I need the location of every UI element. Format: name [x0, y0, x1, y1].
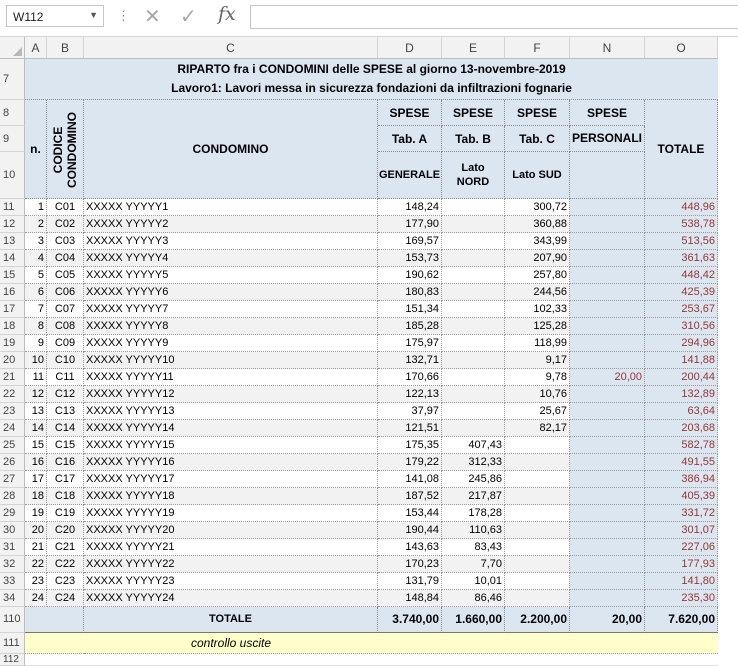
cell-spese-a[interactable]: 132,71 — [378, 352, 442, 369]
cell-spese-c[interactable] — [505, 522, 570, 539]
cell-spese-b[interactable] — [442, 420, 505, 437]
row-header[interactable]: 29 — [0, 505, 25, 522]
cell-personali[interactable] — [570, 318, 645, 335]
row-header[interactable]: 31 — [0, 539, 25, 556]
cell-n[interactable]: 14 — [25, 420, 47, 437]
row-header[interactable]: 27 — [0, 471, 25, 488]
cell-totale[interactable]: 141,88 — [645, 352, 718, 369]
cell-condomino[interactable]: XXXXX YYYYY15 — [84, 437, 378, 454]
cell-totale[interactable]: 513,56 — [645, 233, 718, 250]
cell-spese-a[interactable]: 151,34 — [378, 301, 442, 318]
cell-condomino[interactable]: XXXXX YYYYY1 — [84, 199, 378, 216]
header-n: n. — [25, 100, 47, 199]
cell-codice[interactable]: C24 — [47, 590, 84, 607]
cell-totale[interactable]: 294,96 — [645, 335, 718, 352]
cell-codice[interactable]: C21 — [47, 539, 84, 556]
cell-spese-b[interactable]: 83,43 — [442, 539, 505, 556]
cell-personali[interactable] — [570, 522, 645, 539]
row-header[interactable]: 32 — [0, 556, 25, 573]
cell-condomino[interactable]: XXXXX YYYYY9 — [84, 335, 378, 352]
header-tab-c: Tab. C — [505, 126, 570, 152]
cell-spese-b[interactable] — [442, 335, 505, 352]
cell-n[interactable]: 6 — [25, 284, 47, 301]
cell-n[interactable]: 4 — [25, 250, 47, 267]
cell-totale[interactable]: 301,07 — [645, 522, 718, 539]
cell-condomino[interactable]: XXXXX YYYYY10 — [84, 352, 378, 369]
cell-spese-c[interactable]: 82,17 — [505, 420, 570, 437]
cell-spese-a[interactable]: 153,73 — [378, 250, 442, 267]
cell-n[interactable]: 13 — [25, 403, 47, 420]
cell-spese-c[interactable] — [505, 488, 570, 505]
cell-spese-c[interactable]: 9,17 — [505, 352, 570, 369]
header-lato: Lato — [461, 162, 485, 174]
cell-spese-b[interactable]: 86,46 — [442, 590, 505, 607]
cell-totale[interactable]: 425,39 — [645, 284, 718, 301]
cell-codice[interactable]: C13 — [47, 403, 84, 420]
cell-spese-c[interactable]: 244,56 — [505, 284, 570, 301]
cell-condomino[interactable]: XXXXX YYYYY19 — [84, 505, 378, 522]
cell-spese-a[interactable]: 170,23 — [378, 556, 442, 573]
cell-spese-c[interactable]: 343,99 — [505, 233, 570, 250]
cell-spese-b[interactable]: 7,70 — [442, 556, 505, 573]
cell-spese-c[interactable] — [505, 556, 570, 573]
cell-n[interactable]: 21 — [25, 539, 47, 556]
header-spese-E: SPESE — [442, 100, 505, 126]
cell-spese-a[interactable]: 141,08 — [378, 471, 442, 488]
cell-spese-a[interactable]: 177,90 — [378, 216, 442, 233]
cell-personali[interactable] — [570, 420, 645, 437]
cell-spese-c[interactable] — [505, 590, 570, 607]
formula-input[interactable] — [250, 5, 738, 29]
cell-condomino[interactable]: XXXXX YYYYY11 — [84, 369, 378, 386]
cell-n[interactable]: 24 — [25, 590, 47, 607]
cell-condomino[interactable]: XXXXX YYYYY13 — [84, 403, 378, 420]
totals-label[interactable]: TOTALE — [84, 607, 378, 633]
column-header-E[interactable]: E — [442, 37, 505, 59]
report-title: RIPARTO fra i CONDOMINI delle SPESE al giorno 13-novembre-2019 — [177, 62, 566, 76]
cell-totale[interactable]: 448,42 — [645, 267, 718, 284]
header-generale: GENERALE — [378, 152, 442, 199]
cell-codice[interactable]: C12 — [47, 386, 84, 403]
cell-totale[interactable]: 405,39 — [645, 488, 718, 505]
cell-spese-a[interactable]: 179,22 — [378, 454, 442, 471]
report-subtitle: Lavoro1: Lavori messa in sicurezza fondazioni da infiltrazioni fognarie — [171, 81, 572, 95]
cell-spese-a[interactable]: 121,51 — [378, 420, 442, 437]
cell-spese-a[interactable]: 170,66 — [378, 369, 442, 386]
cell-personali[interactable] — [570, 556, 645, 573]
cell-spese-c[interactable]: 257,80 — [505, 267, 570, 284]
totals-totale[interactable]: 7.620,00 — [645, 607, 718, 633]
cell-personali[interactable]: 20,00 — [570, 369, 645, 386]
cell-codice[interactable]: C04 — [47, 250, 84, 267]
cell-totale[interactable]: 63,64 — [645, 403, 718, 420]
row-header[interactable]: 9 — [0, 126, 25, 152]
cell-totale[interactable]: 582,78 — [645, 437, 718, 454]
cell-spese-b[interactable] — [442, 250, 505, 267]
cell-personali[interactable] — [570, 437, 645, 454]
cell-spese-a[interactable]: 148,24 — [378, 199, 442, 216]
cell-spese-b[interactable] — [442, 199, 505, 216]
cell-personali[interactable] — [570, 267, 645, 284]
cell-spese-c[interactable]: 25,67 — [505, 403, 570, 420]
row-header[interactable]: 11 — [0, 199, 25, 216]
cell-condomino[interactable]: XXXXX YYYYY16 — [84, 454, 378, 471]
row-header[interactable]: 24 — [0, 420, 25, 437]
cell-condomino[interactable]: XXXXX YYYYY24 — [84, 590, 378, 607]
row-header[interactable]: 28 — [0, 488, 25, 505]
cell-totale[interactable]: 235,30 — [645, 590, 718, 607]
cell-totale[interactable]: 200,44 — [645, 369, 718, 386]
row-header[interactable]: 13 — [0, 233, 25, 250]
cell-codice[interactable]: C20 — [47, 522, 84, 539]
cell-totale[interactable]: 203,68 — [645, 420, 718, 437]
row-header[interactable]: 19 — [0, 335, 25, 352]
cell-n[interactable]: 15 — [25, 437, 47, 454]
empty-row[interactable] — [25, 654, 718, 666]
cell-totale[interactable]: 227,06 — [645, 539, 718, 556]
cell-n[interactable]: 18 — [25, 488, 47, 505]
cell-n[interactable]: 2 — [25, 216, 47, 233]
cell-spese-a[interactable]: 153,44 — [378, 505, 442, 522]
cell-totale[interactable]: 331,72 — [645, 505, 718, 522]
cell-spese-b[interactable] — [442, 318, 505, 335]
cell-codice[interactable]: C18 — [47, 488, 84, 505]
cell-totale[interactable]: 448,96 — [645, 199, 718, 216]
cell-spese-c[interactable]: 102,33 — [505, 301, 570, 318]
column-header-F[interactable]: F — [505, 37, 570, 59]
header-codice — [47, 100, 84, 199]
header-tab-a: Tab. A — [378, 126, 442, 152]
insert-function-icon[interactable]: fx — [218, 3, 236, 25]
cell-spese-b[interactable] — [442, 352, 505, 369]
cell-spese-a[interactable]: 175,35 — [378, 437, 442, 454]
cell-n[interactable]: 20 — [25, 522, 47, 539]
cell-spese-b[interactable]: 110,63 — [442, 522, 505, 539]
cell-spese-c[interactable] — [505, 505, 570, 522]
column-header-N[interactable]: N — [570, 37, 645, 59]
cell-codice[interactable]: C15 — [47, 437, 84, 454]
cell-condomino[interactable]: XXXXX YYYYY23 — [84, 573, 378, 590]
cell-codice[interactable]: C14 — [47, 420, 84, 437]
row-header[interactable]: 30 — [0, 522, 25, 539]
cell-spese-b[interactable]: 245,86 — [442, 471, 505, 488]
cell-condomino[interactable]: XXXXX YYYYY5 — [84, 267, 378, 284]
row-header[interactable]: 20 — [0, 352, 25, 369]
row-header[interactable]: 112 — [0, 654, 25, 666]
column-header-D[interactable]: D — [378, 37, 442, 59]
cell-totale[interactable]: 310,56 — [645, 318, 718, 335]
cell-codice[interactable]: C19 — [47, 505, 84, 522]
cell-spese-a[interactable]: 175,97 — [378, 335, 442, 352]
header-codice-line1: CODICE — [50, 126, 65, 173]
cell-condomino[interactable]: XXXXX YYYYY4 — [84, 250, 378, 267]
cell-n[interactable]: 9 — [25, 335, 47, 352]
cell-totale[interactable]: 253,67 — [645, 301, 718, 318]
cell-spese-b[interactable] — [442, 301, 505, 318]
cell-personali[interactable] — [570, 250, 645, 267]
cell-spese-b[interactable] — [442, 369, 505, 386]
cell-codice[interactable]: C07 — [47, 301, 84, 318]
cell-condomino[interactable]: XXXXX YYYYY20 — [84, 522, 378, 539]
cell-spese-a[interactable]: 169,57 — [378, 233, 442, 250]
cell-personali[interactable] — [570, 301, 645, 318]
cell-spese-c[interactable]: 125,28 — [505, 318, 570, 335]
cell-spese-c[interactable] — [505, 573, 570, 590]
formula-bar — [0, 0, 738, 37]
cell-personali[interactable] — [570, 335, 645, 352]
cell-condomino[interactable]: XXXXX YYYYY12 — [84, 386, 378, 403]
row-header[interactable]: 7 — [0, 59, 25, 100]
cell-personali[interactable] — [570, 284, 645, 301]
row-header[interactable]: 34 — [0, 590, 25, 607]
cell-condomino[interactable]: XXXXX YYYYY18 — [84, 488, 378, 505]
cell-totale[interactable]: 177,93 — [645, 556, 718, 573]
header-codice-line2: CONDOMINO — [64, 111, 79, 188]
cell-personali[interactable] — [570, 199, 645, 216]
totals-blank[interactable] — [25, 607, 84, 633]
cell-n[interactable]: 16 — [25, 454, 47, 471]
cell-spese-c[interactable]: 207,90 — [505, 250, 570, 267]
header-personali: PERSONALI — [570, 126, 645, 152]
cell-spese-c[interactable] — [505, 539, 570, 556]
row-header[interactable]: 21 — [0, 369, 25, 386]
cell-n[interactable]: 19 — [25, 505, 47, 522]
cell-spese-b[interactable] — [442, 284, 505, 301]
more-options-icon[interactable]: ⋮ — [117, 8, 130, 23]
cell-n[interactable]: 11 — [25, 369, 47, 386]
cell-n[interactable]: 1 — [25, 199, 47, 216]
cell-codice[interactable]: C16 — [47, 454, 84, 471]
cell-codice[interactable]: C02 — [47, 216, 84, 233]
cell-condomino[interactable]: XXXXX YYYYY21 — [84, 539, 378, 556]
cell-spese-b[interactable]: 178,28 — [442, 505, 505, 522]
cell-personali[interactable] — [570, 573, 645, 590]
cell-totale[interactable]: 141,80 — [645, 573, 718, 590]
cell-spese-b[interactable] — [442, 267, 505, 284]
header-condomino: CONDOMINO — [84, 100, 378, 199]
row-header[interactable]: 33 — [0, 573, 25, 590]
cell-spese-c[interactable] — [505, 471, 570, 488]
cell-n[interactable]: 7 — [25, 301, 47, 318]
name-box-value: W112 — [13, 10, 44, 24]
cell-spese-a[interactable]: 190,44 — [378, 522, 442, 539]
cell-codice[interactable]: C17 — [47, 471, 84, 488]
header-spese-N: SPESE — [570, 100, 645, 126]
row-header[interactable]: 110 — [0, 607, 25, 633]
cell-condomino[interactable]: XXXXX YYYYY22 — [84, 556, 378, 573]
cell-spese-a[interactable]: 37,97 — [378, 403, 442, 420]
cell-condomino[interactable]: XXXXX YYYYY7 — [84, 301, 378, 318]
row-header[interactable]: 14 — [0, 250, 25, 267]
cell-personali[interactable] — [570, 471, 645, 488]
row-header[interactable]: 17 — [0, 301, 25, 318]
cell-personali[interactable] — [570, 505, 645, 522]
cell-spese-b[interactable] — [442, 403, 505, 420]
header-tab-b: Tab. B — [442, 126, 505, 152]
header-codice-label — [51, 105, 81, 195]
cell-personali[interactable] — [570, 539, 645, 556]
cell-n[interactable]: 23 — [25, 573, 47, 590]
cell-condomino[interactable]: XXXXX YYYYY14 — [84, 420, 378, 437]
row-header[interactable]: 10 — [0, 152, 25, 199]
cell-spese-b[interactable]: 217,87 — [442, 488, 505, 505]
cell-n[interactable]: 10 — [25, 352, 47, 369]
cell-codice[interactable]: C11 — [47, 369, 84, 386]
cell-codice[interactable]: C06 — [47, 284, 84, 301]
cell-codice[interactable]: C05 — [47, 267, 84, 284]
control-label[interactable]: controllo uscite — [84, 633, 378, 654]
cell-spese-c[interactable] — [505, 437, 570, 454]
cell-codice[interactable]: C23 — [47, 573, 84, 590]
cell-personali[interactable] — [570, 403, 645, 420]
cell-totale[interactable]: 491,55 — [645, 454, 718, 471]
column-header-C[interactable]: C — [84, 37, 378, 59]
cell-codice[interactable]: C22 — [47, 556, 84, 573]
header-lato-sud: Lato SUD — [505, 152, 570, 199]
cell-condomino[interactable]: XXXXX YYYYY8 — [84, 318, 378, 335]
cell-personali[interactable] — [570, 488, 645, 505]
cell-spese-b[interactable]: 312,33 — [442, 454, 505, 471]
row-header[interactable]: 16 — [0, 284, 25, 301]
cell-condomino[interactable]: XXXXX YYYYY3 — [84, 233, 378, 250]
cell-personali[interactable] — [570, 216, 645, 233]
totals-c[interactable]: 2.200,00 — [505, 607, 570, 633]
cell-spese-c[interactable]: 10,76 — [505, 386, 570, 403]
totals-a[interactable]: 3.740,00 — [378, 607, 442, 633]
header-spese-D: SPESE — [378, 100, 442, 126]
totals-personali[interactable]: 20,00 — [570, 607, 645, 633]
cancel-icon[interactable]: ✕ — [144, 6, 161, 28]
cell-spese-c[interactable]: 300,72 — [505, 199, 570, 216]
row-header[interactable]: 8 — [0, 100, 25, 126]
cell-totale[interactable]: 386,94 — [645, 471, 718, 488]
cell-personali[interactable] — [570, 352, 645, 369]
column-header-A[interactable]: A — [25, 37, 47, 59]
select-all-corner[interactable] — [0, 37, 25, 59]
header-nord: NORD — [456, 176, 490, 188]
row-header[interactable]: 22 — [0, 386, 25, 403]
cell-spese-a[interactable]: 185,28 — [378, 318, 442, 335]
cell-spese-a[interactable]: 190,62 — [378, 267, 442, 284]
cell-spese-a[interactable]: 148,84 — [378, 590, 442, 607]
row-header[interactable]: 23 — [0, 403, 25, 420]
column-header-B[interactable]: B — [47, 37, 84, 59]
header-lato-nord — [442, 152, 505, 199]
cell-personali[interactable] — [570, 233, 645, 250]
cell-n[interactable]: 8 — [25, 318, 47, 335]
name-box[interactable] — [6, 5, 104, 27]
cell-personali[interactable] — [570, 590, 645, 607]
select-all-icon — [13, 47, 22, 56]
cell-spese-a[interactable]: 143,63 — [378, 539, 442, 556]
row-header[interactable]: 25 — [0, 437, 25, 454]
row-header[interactable]: 15 — [0, 267, 25, 284]
row-header[interactable]: 18 — [0, 318, 25, 335]
cell-n[interactable]: 17 — [25, 471, 47, 488]
cell-spese-a[interactable]: 180,83 — [378, 284, 442, 301]
cell-personali[interactable] — [570, 386, 645, 403]
cell-codice[interactable]: C10 — [47, 352, 84, 369]
cell-codice[interactable]: C09 — [47, 335, 84, 352]
header-totale: TOTALE — [645, 100, 718, 199]
cell-spese-c[interactable]: 118,99 — [505, 335, 570, 352]
cell-codice[interactable]: C03 — [47, 233, 84, 250]
cell-totale[interactable]: 361,63 — [645, 250, 718, 267]
cell-spese-c[interactable]: 360,88 — [505, 216, 570, 233]
cell-n[interactable]: 22 — [25, 556, 47, 573]
cell-condomino[interactable]: XXXXX YYYYY17 — [84, 471, 378, 488]
column-header-O[interactable]: O — [645, 37, 718, 59]
row-header[interactable]: 111 — [0, 633, 25, 654]
cell-condomino[interactable]: XXXXX YYYYY6 — [84, 284, 378, 301]
cell-spese-c[interactable]: 9,78 — [505, 369, 570, 386]
cell-codice[interactable]: C01 — [47, 199, 84, 216]
row-header[interactable]: 12 — [0, 216, 25, 233]
cell-spese-a[interactable]: 187,52 — [378, 488, 442, 505]
cell-n[interactable]: 12 — [25, 386, 47, 403]
cell-spese-b[interactable]: 407,43 — [442, 437, 505, 454]
cell-totale[interactable]: 132,89 — [645, 386, 718, 403]
header-spese-F: SPESE — [505, 100, 570, 126]
header-personali-blank — [570, 152, 645, 199]
cell-spese-a[interactable]: 131,79 — [378, 573, 442, 590]
cell-spese-b[interactable] — [442, 386, 505, 403]
cell-condomino[interactable]: XXXXX YYYYY2 — [84, 216, 378, 233]
cell-n[interactable]: 3 — [25, 233, 47, 250]
cell-spese-c[interactable] — [505, 454, 570, 471]
cell-spese-b[interactable]: 10,01 — [442, 573, 505, 590]
totals-b[interactable]: 1.660,00 — [442, 607, 505, 633]
cell-codice[interactable]: C08 — [47, 318, 84, 335]
cell-spese-b[interactable] — [442, 233, 505, 250]
confirm-icon[interactable]: ✓ — [180, 6, 197, 28]
row-header[interactable]: 26 — [0, 454, 25, 471]
cell-personali[interactable] — [570, 454, 645, 471]
cell-spese-a[interactable]: 122,13 — [378, 386, 442, 403]
chevron-down-icon[interactable]: ▼ — [89, 10, 98, 20]
cell-spese-b[interactable] — [442, 216, 505, 233]
cell-n[interactable]: 5 — [25, 267, 47, 284]
cell-totale[interactable]: 538,78 — [645, 216, 718, 233]
